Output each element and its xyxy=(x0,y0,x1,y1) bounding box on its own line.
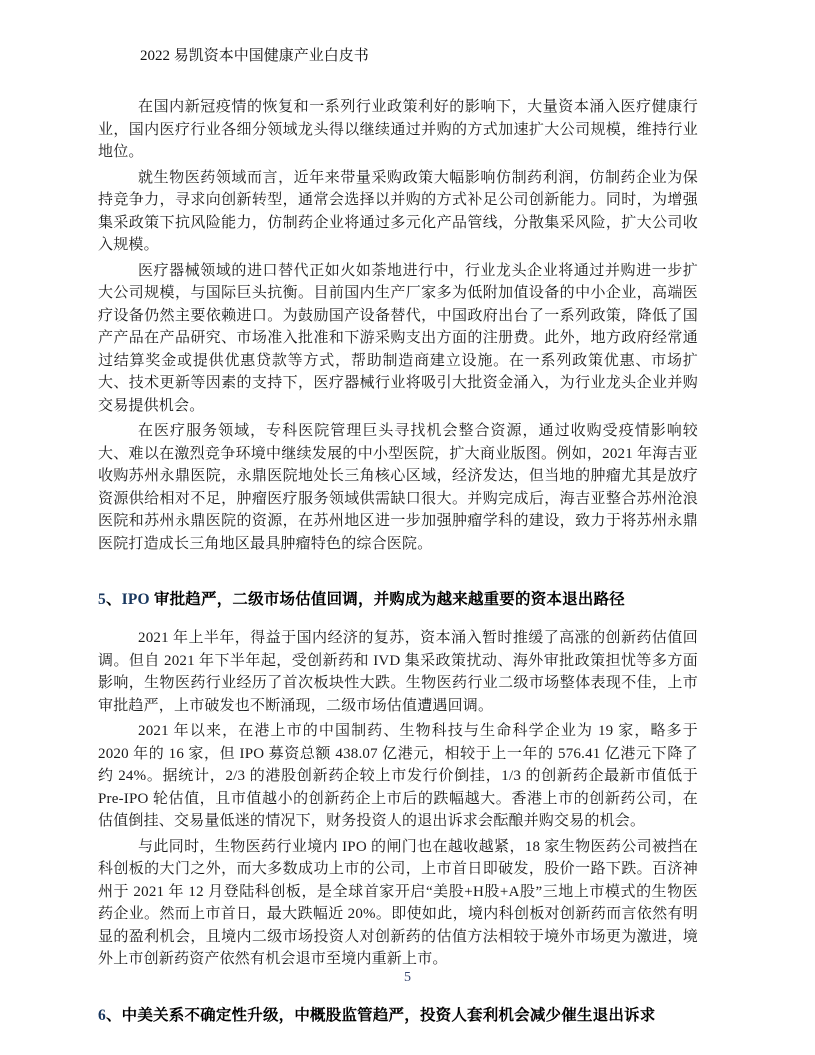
heading-5-caesura: 、 xyxy=(105,591,122,608)
heading-6-caesura: 、 xyxy=(105,1006,122,1024)
paragraph-intro-4: 在医疗服务领域，专科医院管理巨头寻找机会整合资源，通过收购受疫情影响较大、难以在激烈竞争环境中继续发展的中小型医院，扩大商业版图。例如，2021 年海吉亚收购苏州永鼎医院，永鼎医院地处长三角核心区域，经济发达，但当地的肿瘤尤其是放疗资源供给相对不足，肿瘤医疗服务领域供需缺口很大。并购完成后，海吉亚整合苏州沧浪医院和苏州永鼎医院的资源，在苏州地区进一步加强肿瘤学科的建设，致力于将苏州永鼎医院打造成长三角地区最具肿瘤特色的综合医院。 xyxy=(98,423,698,552)
paragraph-intro-1: 在国内新冠疫情的恢复和一系列行业政策利好的影响下，大量资本涌入医疗健康行业，国内医疗行业各细分领域龙头得以继续通过并购的方式加速扩大公司规模，维持行业地位。 xyxy=(98,99,698,160)
paragraph-intro-3: 医疗器械领域的进口替代正如火如荼地进行中，行业龙头企业将通过并购进一步扩大公司规模，与国际巨头抗衡。目前国内生产厂家多为低附加值设备的中小企业，高端医疗设备仍然主要依赖进口。为鼓励国产设备替代，中国政府出台了一系列政策，降低了国产产品在产品研究、市场准入批准和下游采购支出方面的注册费。此外，地方政府经常通过结算奖金或提供优惠贷款等方式，帮助制造商建立设施。在一系列政策优惠、市场扩大、技术更新等因素的支持下，医疗器械行业将吸引大批资金涌入，为行业龙头企业并购交易提供机会。 xyxy=(98,262,698,414)
paragraph-section5-3: 与此同时，生物医药行业境内 IPO 的闸门也在越收越紧，18 家生物医药公司被挡在科创板的大门之外，而大多数成功上市的公司，上市首日即破发，股价一路下跌。百济神州于 2021 年 12 月登陆科创板，是全球首家开启“美股+H股+A股”三地上市模式的生物医药企业。然而上市首日，最大跌幅近 20%。即使如此，境内科创板对创新药而言依然有明显的盈利机会，且境内二级市场投资人对创新药的估值方法相较于境外市场更为激进，境外上市创新药资产依然有机会退市至境内重新上市。 xyxy=(98,838,698,967)
document-body xyxy=(98,96,698,1027)
heading-6-number: 6 xyxy=(98,1006,106,1024)
paragraph-section5-2: 2021 年以来，在港上市的中国制药、生物科技与生命科学企业为 19 家，略多于 2020 年的 16 家，但 IPO 募资总额 438.07 亿港元，相较于上一年的 576.41 亿港元下降了约 24%。据统计，2/3 的港股创新药企较上市发行价倒挂，1/3 的创新药企最新市值低于 Pre-IPO 轮估值，且市值越小的创新药企上市后的跌幅越大。香港上市的创新药公司，在估值倒挂、交易量低迷的情况下，财务投资人的退出诉求会酝酿并购交易的机会。 xyxy=(98,723,698,829)
section-heading-5 xyxy=(98,589,698,611)
heading-5-latin: IPO xyxy=(121,591,154,608)
document-header xyxy=(140,46,698,66)
page-footer xyxy=(0,970,815,986)
page-number: 5 xyxy=(404,970,411,985)
document-title: 2022 易凯资本中国健康产业白皮书 xyxy=(140,48,369,64)
section-heading-6 xyxy=(98,1005,698,1027)
paragraph-section5-1: 2021 年上半年，得益于国内经济的复苏，资本涌入暂时推缓了高涨的创新药估值回调。但自 2021 年下半年起，受创新药和 IVD 集采政策扰动、海外审批政策担忧等多方面影响，生物医药行业经历了首次板块性大跌。生物医药行业二级市场整体表现不佳，上市审批趋严，上市破发也不断涌现，二级市场估值遭遇回调。 xyxy=(98,630,698,714)
heading-5-number: 5 xyxy=(98,591,106,608)
paragraph-intro-2: 就生物医药领域而言，近年来带量采购政策大幅影响仿制药利润，仿制药企业为保持竞争力，寻求向创新转型，通常会选择以并购的方式补足公司创新能力。同时，为增强集采政策下抗风险能力，仿制药企业将通过多元化产品管线，分散集采风险，扩大公司收入规模。 xyxy=(98,169,698,253)
heading-6-title: 中美关系不确定性升级，中概股监管趋严，投资人套利机会减少催生退出诉求 xyxy=(121,1006,656,1024)
heading-5-title: 审批趋严，二级市场估值回调，并购成为越来越重要的资本退出路径 xyxy=(153,591,625,608)
